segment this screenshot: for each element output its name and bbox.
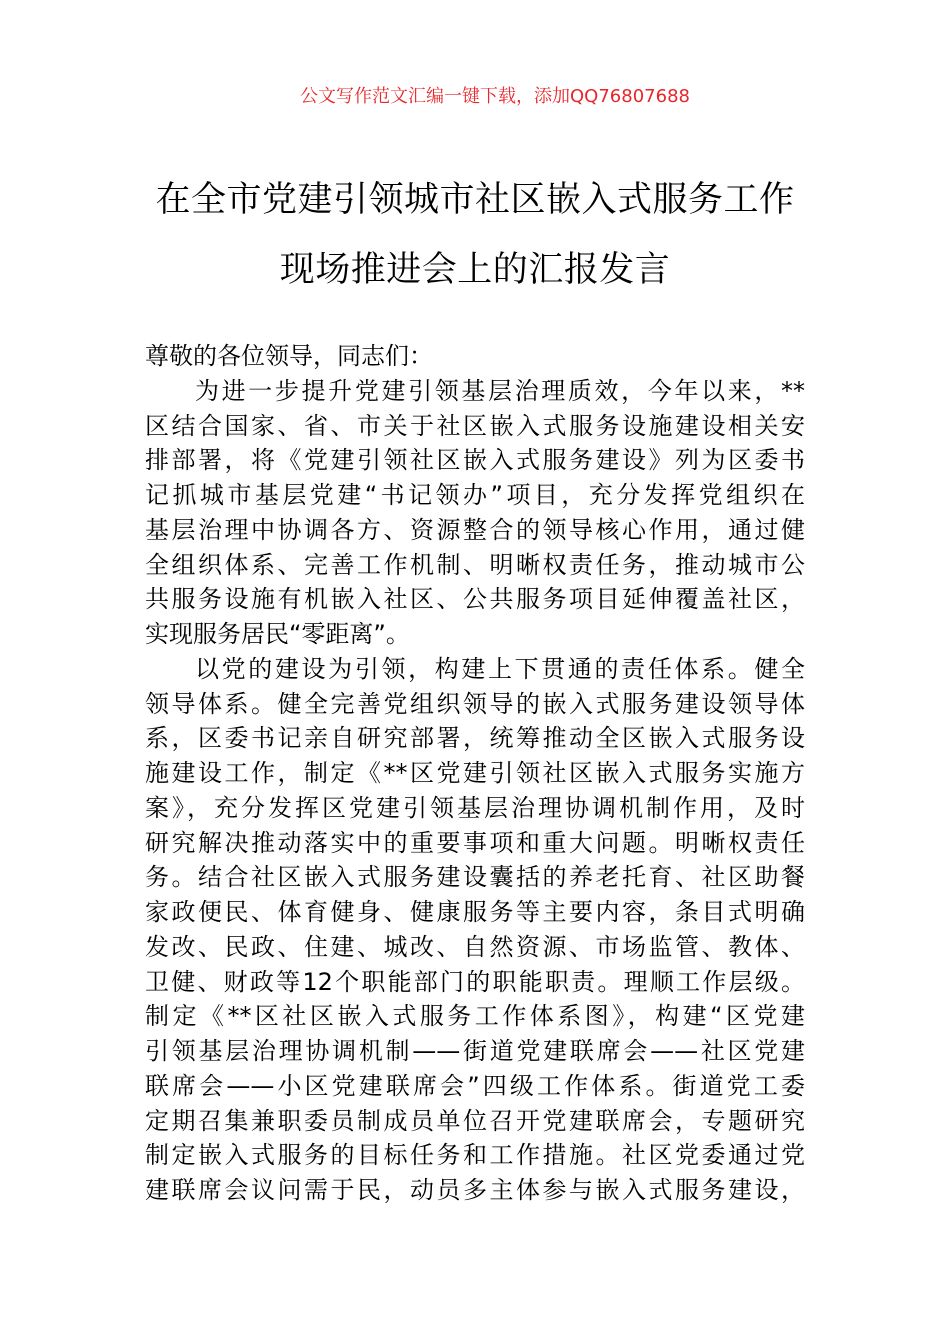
body-text-line: 记抓城市基层党建“书记领办”项目，充分发挥党组织在 (145, 481, 805, 509)
body-text-line: 卫健、财政等12个职能部门的职能职责。理顺工作层级。 (145, 967, 805, 996)
document-title-line-2: 现场推进会上的汇报发言 (279, 250, 671, 290)
body-text-line: 共服务设施有机嵌入社区、公共服务项目延伸覆盖社区， (145, 585, 805, 614)
body-text-line: 制定嵌入式服务的目标任务和工作措施。社区党委通过党 (145, 1141, 805, 1170)
body-text-line: 区结合国家、省、市关于社区嵌入式服务设施建设相关安 (145, 411, 805, 440)
body-text-line: 系，区委书记亲自研究部署，统筹推动全区嵌入式服务设 (145, 724, 805, 753)
body-text-line: 领导体系。健全完善党组织领导的嵌入式服务建设领导体 (145, 689, 805, 718)
body-text-line: 发改、民政、住建、城改、自然资源、市场监管、教体、 (145, 932, 805, 961)
body-text-line: 研究解决推动落实中的重要事项和重大问题。明晰权责任 (145, 828, 805, 857)
body-text-line: 尊敬的各位领导，同志们： (145, 342, 433, 370)
body-text-line: 制定《**区社区嵌入式服务工作体系图》，构建“区党建 (145, 1002, 805, 1031)
body-text-line: 定期召集兼职委员制成员单位召开党建联席会，专题研究 (145, 1106, 805, 1135)
body-text-line: 案》，充分发挥区党建引领基层治理协调机制作用，及时 (145, 793, 805, 822)
body-text-line: 施建设工作，制定《**区党建引领社区嵌入式服务实施方 (145, 759, 805, 787)
body-text-line: 家政便民、体育健身、健康服务等主要内容，条目式明确 (145, 898, 805, 926)
document-body (145, 339, 805, 1208)
body-text-line: 全组织体系、完善工作机制、明晰权责任务，推动城市公 (145, 550, 805, 579)
header-watermark: 公文写作范文汇编一键下载，添加QQ76807688 (300, 86, 690, 107)
body-text-line: 基层治理中协调各方、资源整合的领导核心作用，通过健 (145, 515, 805, 544)
body-text-line: 以党的建设为引领，构建上下贯通的责任体系。健全 (195, 654, 805, 683)
body-text-line: 务。结合社区嵌入式服务建设囊括的养老托育、社区助餐 (145, 863, 805, 892)
body-text-line: 为进一步提升党建引领基层治理质效，今年以来，** (195, 376, 805, 405)
body-text-line: 实现服务居民“零距离”。 (145, 620, 410, 648)
body-text-line: 联席会——小区党建联席会”四级工作体系。街道党工委 (145, 1071, 805, 1100)
body-text-line: 排部署，将《党建引领社区嵌入式服务建设》列为区委书 (145, 446, 805, 475)
body-text-line: 建联席会议问需于民，动员多主体参与嵌入式服务建设， (145, 1176, 805, 1204)
body-text-line: 引领基层治理协调机制——街道党建联席会——社区党建 (145, 1037, 805, 1065)
document-title-line-1: 在全市党建引领城市社区嵌入式服务工作 (155, 180, 795, 220)
